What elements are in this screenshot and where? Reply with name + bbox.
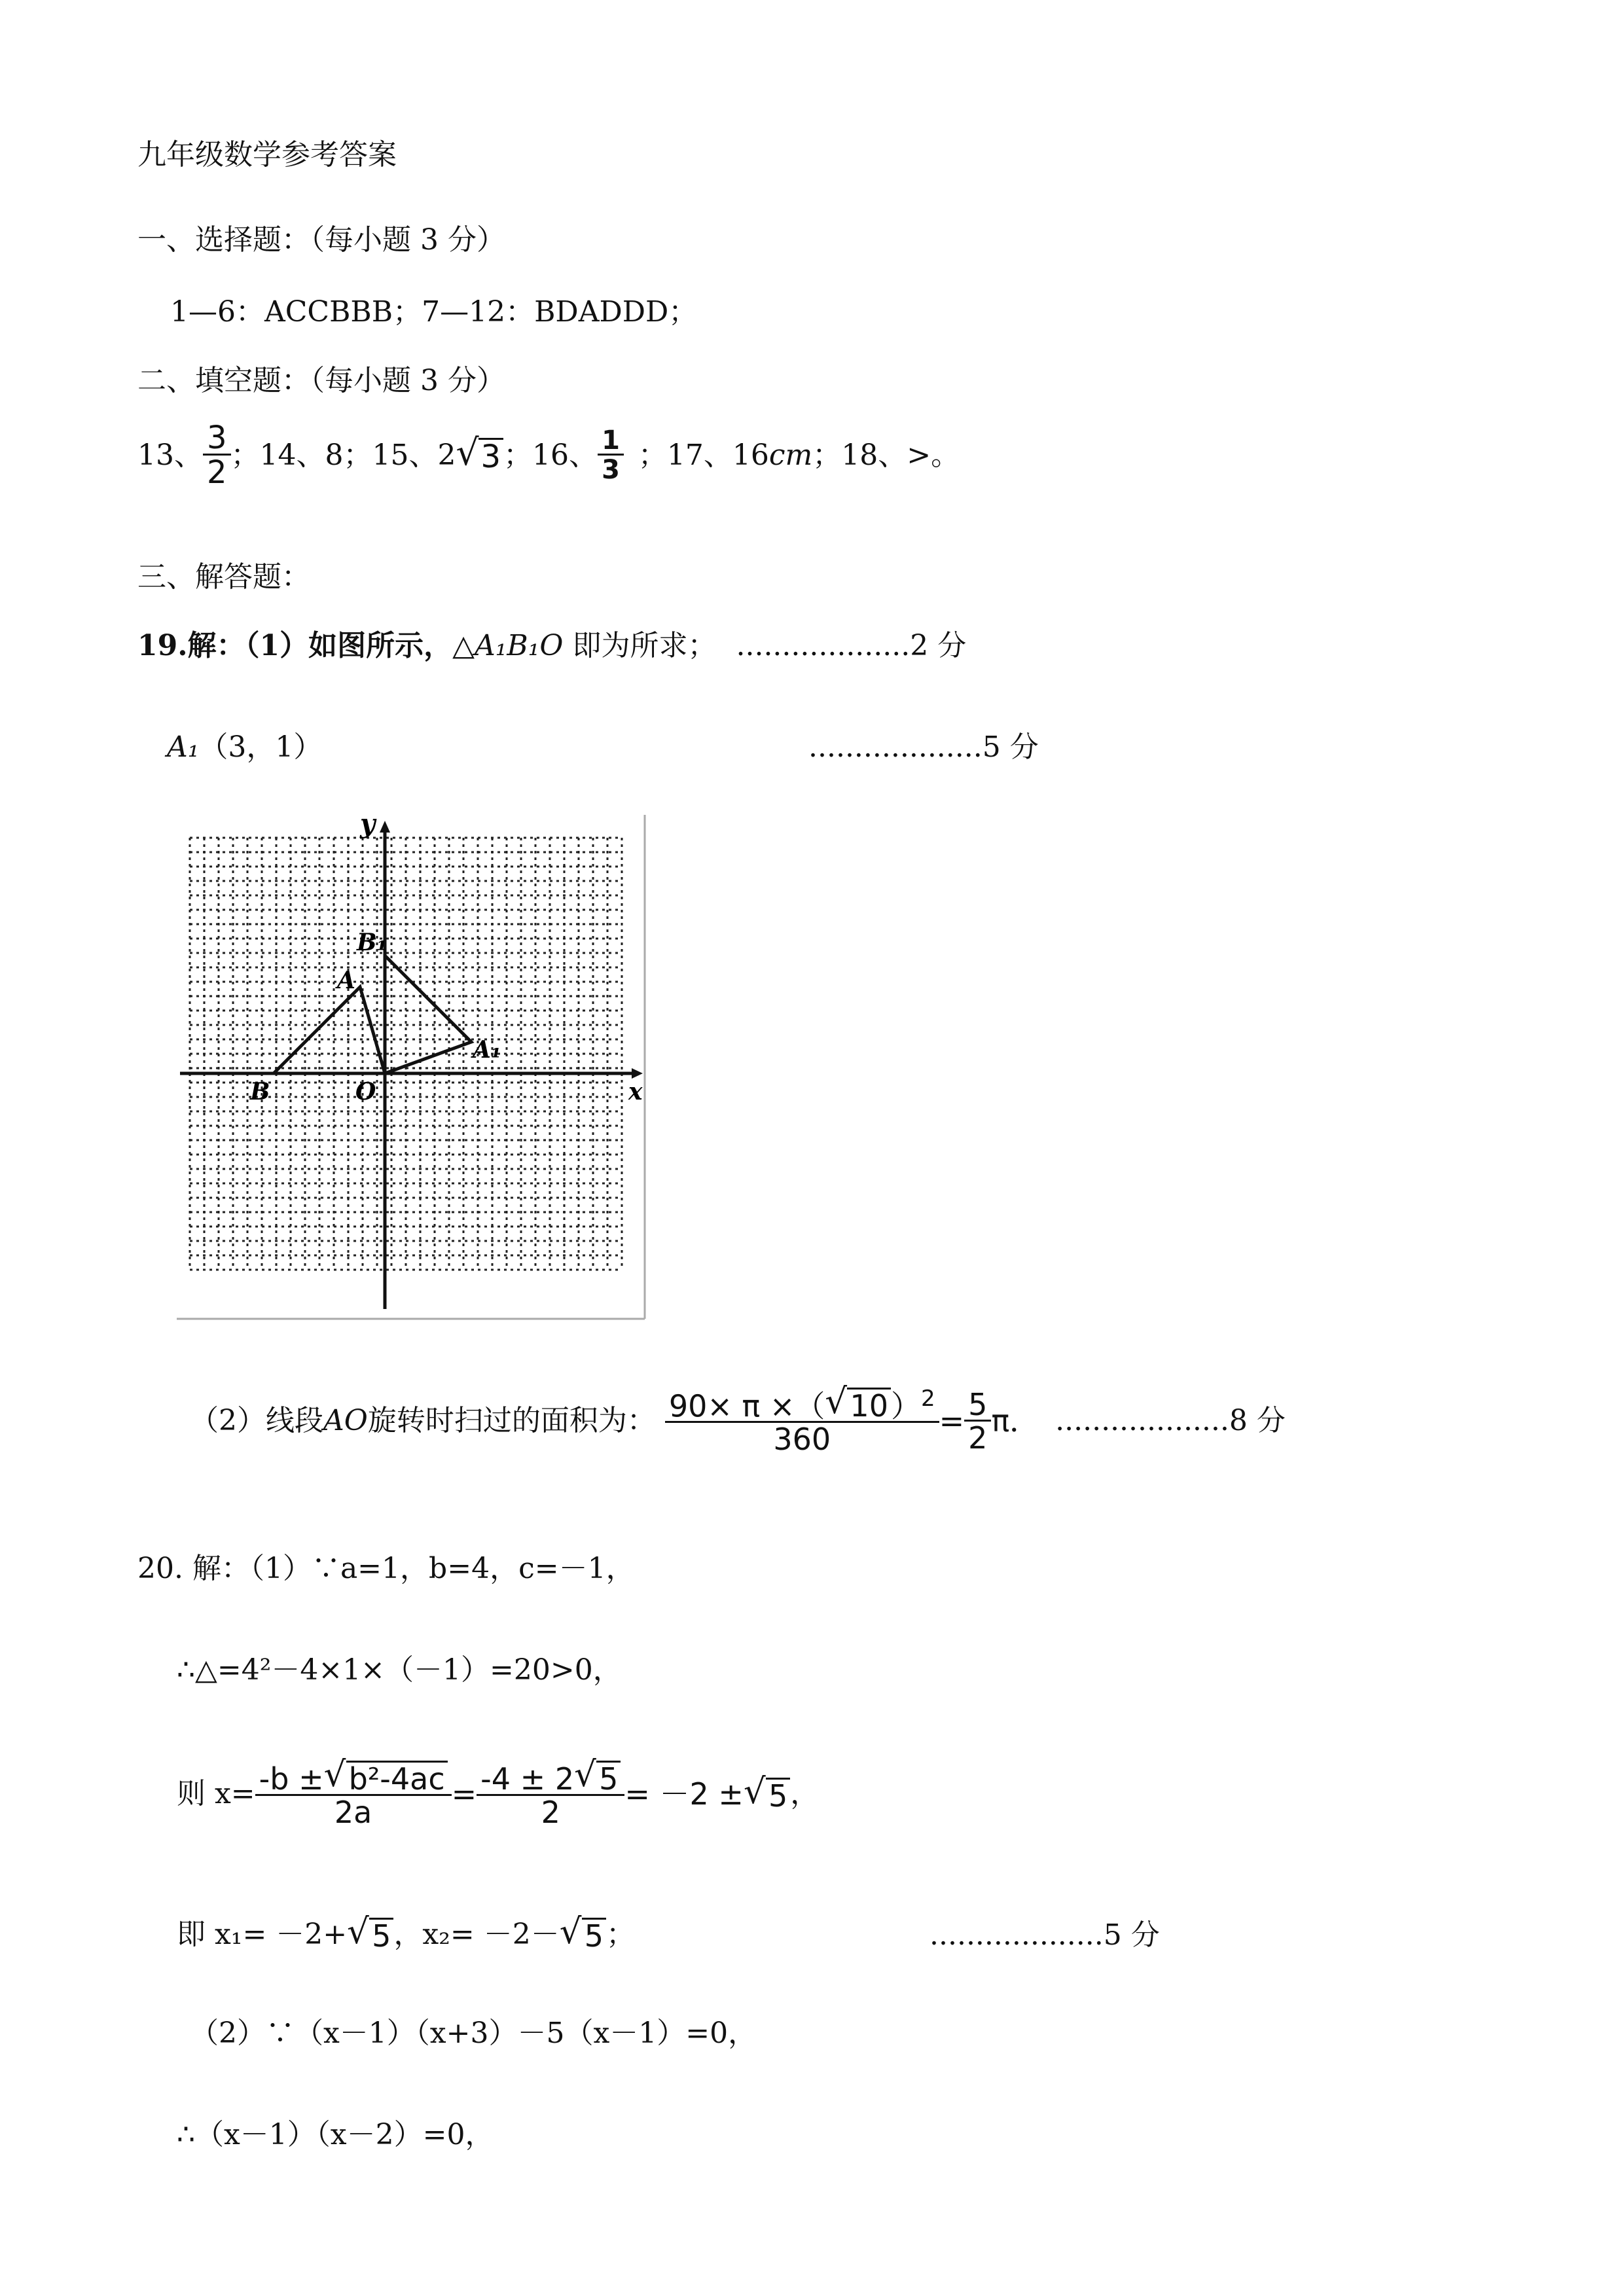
q20-formula-num-a: -b ± <box>259 1761 324 1797</box>
point-B-label: B <box>250 1078 270 1105</box>
q19-part2-prefix: （2）线段 <box>190 1404 323 1438</box>
q20-value-numerator <box>477 1755 624 1797</box>
q19-triangle: A₁B₁O <box>475 629 564 662</box>
q16-numerator: 1 <box>602 425 620 456</box>
q13-prefix: 13、 <box>137 438 203 472</box>
q20-x1-radicand: 5 <box>369 1918 393 1951</box>
q18-text: ；18、>。 <box>812 438 960 472</box>
q20-x2-radicand: 5 <box>582 1918 606 1951</box>
dotted-grid <box>190 838 622 1270</box>
q20-equals2: = －2 ± <box>624 1776 744 1812</box>
sqrt-sign-icon: √ <box>323 1755 346 1795</box>
q20-formula-radicand: b²-4ac <box>346 1761 448 1794</box>
q15-sqrt <box>456 432 504 475</box>
q20-value-denominator: 2 <box>477 1794 624 1827</box>
triangle-A1B1O <box>385 956 471 1073</box>
q20-line6: ∴（x－1）（x－2）=0， <box>177 2118 494 2151</box>
q20-formula-denominator: 2a <box>255 1794 452 1827</box>
q15-radicand: 3 <box>478 438 504 473</box>
page-title: 九年级数学参考答案 <box>137 138 397 171</box>
q19-a1-coords: （3，1） <box>199 730 323 764</box>
section2-answers <box>137 420 960 491</box>
q19-area-radicand: 10 <box>847 1388 891 1421</box>
sqrt-sign-icon: √ <box>743 1771 766 1812</box>
x-axis-arrow-icon <box>632 1068 643 1079</box>
q20-line4 <box>177 1912 636 1954</box>
q20-result-sqrt <box>743 1771 790 1814</box>
q16-prefix: ；16、 <box>503 438 598 472</box>
q19-area-num-a: 90× π ×（ <box>668 1388 825 1424</box>
section2-heading: 二、填空题：（每小题 3 分） <box>137 364 505 397</box>
q20-line4-a: 即 x₁= －2+ <box>177 1917 348 1951</box>
q19-part2-segment: AO <box>323 1404 368 1438</box>
x-axis-label: x <box>628 1078 643 1105</box>
q19-result-pi: π． <box>991 1403 1040 1439</box>
q16-fraction <box>598 427 624 483</box>
q13-numerator: 3 <box>207 420 227 456</box>
q20-x2-sqrt <box>559 1912 606 1954</box>
q20-line5: （2）∵（x－1）（x+3）－5（x－1）=0， <box>190 2017 757 2050</box>
q20-formula-numerator <box>255 1755 452 1797</box>
point-B1-label: B₁ <box>357 929 388 956</box>
q17-text: ；17、16 <box>638 438 769 472</box>
y-axis-arrow-icon <box>380 821 390 833</box>
q19-area-num-b: ） <box>890 1388 921 1424</box>
q19-text-a: 19.解：（1）如图所示，△ <box>137 629 475 662</box>
q20-score1: ...................5 分 <box>929 1918 1160 1952</box>
q20-line3-prefix: 则 x= <box>177 1777 255 1810</box>
point-A-label: A <box>337 967 355 994</box>
q19-a1-line <box>167 730 323 764</box>
q19-part2 <box>190 1382 1286 1458</box>
sqrt-sign-icon: √ <box>347 1912 369 1952</box>
sqrt-sign-icon: √ <box>825 1382 848 1422</box>
q20-value-radicand: 5 <box>596 1761 621 1794</box>
q19-result-numerator: 5 <box>968 1386 988 1422</box>
q19-area-numerator <box>665 1382 939 1424</box>
q20-value-fraction <box>477 1755 624 1830</box>
q20-equals1: = <box>451 1776 477 1812</box>
coordinate-figure <box>170 812 655 1322</box>
q19-line1 <box>137 629 967 662</box>
q20-result-radicand: 5 <box>766 1778 790 1811</box>
q20-value-num-a: -4 ± 2 <box>480 1761 575 1797</box>
q17-unit: cm <box>768 438 813 472</box>
q20-formula-sqrt <box>323 1755 448 1797</box>
q19-part2-mid: 旋转时扫过的面积为： <box>367 1404 656 1438</box>
sqrt-sign-icon: √ <box>559 1912 582 1952</box>
origin-label: O <box>355 1078 376 1105</box>
q19-area-fraction <box>665 1382 939 1458</box>
section1-answers: 1—6：ACCBBB；7—12：BDADDD； <box>170 295 698 329</box>
sqrt-sign-icon: √ <box>574 1755 596 1795</box>
q19-score1: ...................2 分 <box>736 629 967 662</box>
q20-value-sqrt <box>574 1755 621 1797</box>
q19-a1-label: A₁ <box>167 730 200 764</box>
q20-line1: 20. 解：（1）∵a=1，b=4，c=－1， <box>137 1552 635 1585</box>
q20-line4-b: ，x₂= －2－ <box>393 1917 560 1951</box>
q19-text-b: 即为所求； <box>563 629 717 662</box>
q20-line2: ∴△=4²－4×1×（－1）=20>0， <box>177 1653 622 1687</box>
q19-area-denominator: 360 <box>665 1421 939 1454</box>
q20-x1-sqrt <box>347 1912 393 1954</box>
section3-heading: 三、解答题： <box>137 560 310 594</box>
q20-line4-c: ； <box>606 1917 636 1951</box>
q19-area-exponent: 2 <box>920 1386 935 1412</box>
q19-result-fraction <box>964 1386 991 1456</box>
q20-formula-fraction <box>255 1755 452 1830</box>
q16-denominator: 3 <box>598 454 624 483</box>
q13-denominator: 2 <box>203 454 231 488</box>
q19-area-equals: = <box>939 1403 965 1439</box>
q20-line3-end: ， <box>790 1777 820 1810</box>
q20-line3 <box>177 1755 820 1830</box>
q19-score3: ...................8 分 <box>1055 1404 1286 1438</box>
y-axis-label: y <box>360 812 376 839</box>
q13-fraction <box>203 420 231 491</box>
q19-result-denominator: 2 <box>964 1420 991 1453</box>
q14-q15-text: ；14、8；15、2 <box>230 438 456 472</box>
point-A1-label: A₁ <box>473 1036 501 1064</box>
q19-score2: ...................5 分 <box>808 730 1039 764</box>
section1-heading: 一、选择题：（每小题 3 分） <box>137 223 505 257</box>
sqrt-sign-icon: √ <box>456 432 479 474</box>
q19-area-sqrt <box>825 1382 891 1424</box>
